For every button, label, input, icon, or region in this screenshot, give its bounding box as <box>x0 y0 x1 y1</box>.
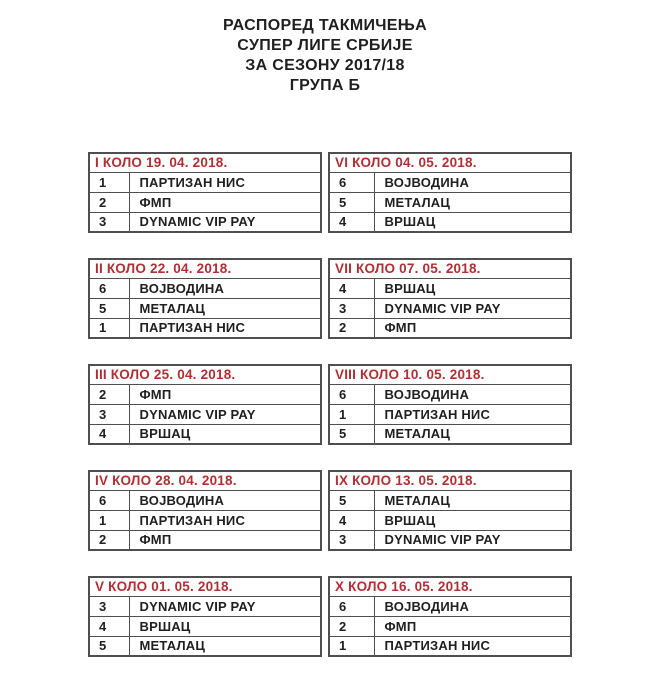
title-line-1: РАСПОРЕД ТАКМИЧЕЊА <box>223 17 427 34</box>
round-header: IX КОЛО 13. 05. 2018. <box>329 471 571 490</box>
round-header: III КОЛО 25. 04. 2018. <box>89 365 321 384</box>
table-row <box>329 298 571 318</box>
round-header-row <box>329 153 571 172</box>
table-row <box>329 530 571 550</box>
table-row <box>89 596 321 616</box>
round-header-row <box>329 259 571 278</box>
round-header-row <box>89 365 321 384</box>
team-cell: МЕТАЛАЦ <box>374 192 571 212</box>
team-cell: МЕТАЛАЦ <box>129 636 321 656</box>
seed-cell: 6 <box>329 172 374 192</box>
title-line-2: СУПЕР ЛИГЕ СРБИЈЕ <box>237 37 413 54</box>
seed-cell: 2 <box>329 318 374 338</box>
team-cell: DYNAMIC VIP PAY <box>129 596 321 616</box>
table-row <box>329 636 571 656</box>
team-cell: ВОЈВОДИНА <box>129 490 321 510</box>
seed-cell: 2 <box>89 530 129 550</box>
team-cell: ФМП <box>129 384 321 404</box>
team-cell: ФМП <box>374 616 571 636</box>
table-row <box>89 424 321 444</box>
seed-cell: 2 <box>329 616 374 636</box>
round-table-left <box>88 258 322 339</box>
seed-cell: 1 <box>89 172 129 192</box>
seed-cell: 6 <box>89 490 129 510</box>
round-table-left <box>88 152 322 233</box>
team-cell: ПАРТИЗАН НИС <box>129 172 321 192</box>
table-row <box>329 278 571 298</box>
table-row <box>89 172 321 192</box>
seed-cell: 5 <box>329 424 374 444</box>
seed-cell: 5 <box>329 192 374 212</box>
table-row <box>329 318 571 338</box>
team-cell: МЕТАЛАЦ <box>129 298 321 318</box>
round-table-left <box>88 576 322 657</box>
team-cell: ВРШАЦ <box>129 424 321 444</box>
round-table-right <box>328 364 572 445</box>
round-header-row <box>329 577 571 596</box>
seed-cell: 3 <box>89 404 129 424</box>
seed-cell: 3 <box>329 530 374 550</box>
team-cell: ПАРТИЗАН НИС <box>374 404 571 424</box>
seed-cell: 4 <box>89 424 129 444</box>
table-row <box>89 510 321 530</box>
team-cell: ВРШАЦ <box>374 510 571 530</box>
round-table-left <box>88 470 322 551</box>
table-row <box>89 636 321 656</box>
team-cell: DYNAMIC VIP PAY <box>129 404 321 424</box>
round-table-right <box>328 576 572 657</box>
seed-cell: 4 <box>329 510 374 530</box>
round-header-row <box>89 577 321 596</box>
table-row <box>329 384 571 404</box>
table-row <box>89 192 321 212</box>
round-pair-row <box>88 364 572 445</box>
round-header: VII КОЛО 07. 05. 2018. <box>329 259 571 278</box>
round-header: I КОЛО 19. 04. 2018. <box>89 153 321 172</box>
round-header: V КОЛО 01. 05. 2018. <box>89 577 321 596</box>
table-row <box>89 298 321 318</box>
team-cell: ФМП <box>129 192 321 212</box>
round-header: VI КОЛО 04. 05. 2018. <box>329 153 571 172</box>
table-row <box>329 212 571 232</box>
seed-cell: 3 <box>89 596 129 616</box>
table-row <box>89 404 321 424</box>
document-title <box>0 16 650 96</box>
team-cell: ПАРТИЗАН НИС <box>129 318 321 338</box>
table-row <box>329 172 571 192</box>
seed-cell: 1 <box>329 636 374 656</box>
seed-cell: 3 <box>329 298 374 318</box>
seed-cell: 6 <box>89 278 129 298</box>
team-cell: DYNAMIC VIP PAY <box>374 298 571 318</box>
seed-cell: 1 <box>89 510 129 530</box>
team-cell: ВОЈВОДИНА <box>129 278 321 298</box>
round-pair-row <box>88 470 572 551</box>
round-header-row <box>329 365 571 384</box>
table-row <box>89 530 321 550</box>
round-header: IV КОЛО 28. 04. 2018. <box>89 471 321 490</box>
round-header-row <box>329 471 571 490</box>
round-pair-row <box>88 152 572 233</box>
table-row <box>89 212 321 232</box>
team-cell: ПАРТИЗАН НИС <box>129 510 321 530</box>
seed-cell: 4 <box>89 616 129 636</box>
table-row <box>89 318 321 338</box>
table-row <box>329 510 571 530</box>
table-row <box>329 616 571 636</box>
seed-cell: 2 <box>89 384 129 404</box>
round-header-row <box>89 471 321 490</box>
rounds-grid <box>88 152 572 677</box>
table-row <box>89 384 321 404</box>
round-table-right <box>328 258 572 339</box>
team-cell: ПАРТИЗАН НИС <box>374 636 571 656</box>
seed-cell: 1 <box>89 318 129 338</box>
round-table-right <box>328 470 572 551</box>
team-cell: ВРШАЦ <box>374 278 571 298</box>
team-cell: ВОЈВОДИНА <box>374 172 571 192</box>
team-cell: МЕТАЛАЦ <box>374 424 571 444</box>
seed-cell: 6 <box>329 596 374 616</box>
seed-cell: 2 <box>89 192 129 212</box>
seed-cell: 6 <box>329 384 374 404</box>
round-header-row <box>89 259 321 278</box>
round-header-row <box>89 153 321 172</box>
title-line-4: ГРУПА Б <box>289 77 361 94</box>
team-cell: ВРШАЦ <box>374 212 571 232</box>
team-cell: ВОЈВОДИНА <box>374 384 571 404</box>
table-row <box>329 490 571 510</box>
seed-cell: 5 <box>329 490 374 510</box>
round-pair-row <box>88 576 572 657</box>
round-header: II КОЛО 22. 04. 2018. <box>89 259 321 278</box>
seed-cell: 4 <box>329 212 374 232</box>
table-row <box>329 192 571 212</box>
table-row <box>329 424 571 444</box>
round-header: VIII КОЛО 10. 05. 2018. <box>329 365 571 384</box>
seed-cell: 5 <box>89 298 129 318</box>
team-cell: ФМП <box>129 530 321 550</box>
seed-cell: 5 <box>89 636 129 656</box>
team-cell: МЕТАЛАЦ <box>374 490 571 510</box>
table-row <box>329 404 571 424</box>
seed-cell: 4 <box>329 278 374 298</box>
team-cell: ВРШАЦ <box>129 616 321 636</box>
team-cell: DYNAMIC VIP PAY <box>374 530 571 550</box>
title-line-3: ЗА СЕЗОНУ 2017/18 <box>245 57 405 74</box>
table-row <box>89 490 321 510</box>
round-pair-row <box>88 258 572 339</box>
seed-cell: 1 <box>329 404 374 424</box>
team-cell: DYNAMIC VIP PAY <box>129 212 321 232</box>
round-table-left <box>88 364 322 445</box>
table-row <box>89 616 321 636</box>
team-cell: ФМП <box>374 318 571 338</box>
team-cell: ВОЈВОДИНА <box>374 596 571 616</box>
round-table-right <box>328 152 572 233</box>
table-row <box>329 596 571 616</box>
seed-cell: 3 <box>89 212 129 232</box>
round-header: X КОЛО 16. 05. 2018. <box>329 577 571 596</box>
table-row <box>89 278 321 298</box>
